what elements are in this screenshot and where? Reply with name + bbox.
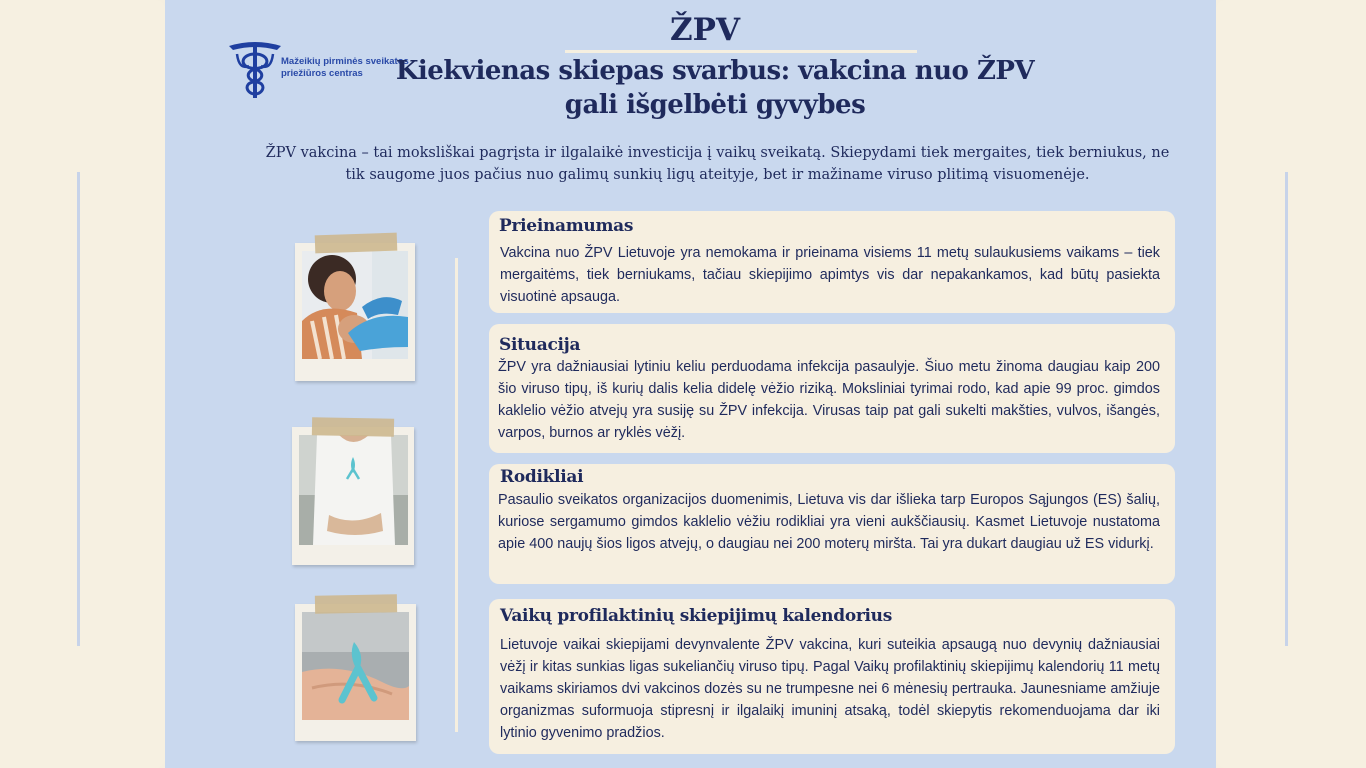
poster-main: [165, 0, 1216, 768]
clinic-name-line2: priežiūros centras: [281, 68, 363, 79]
timeline-line: [455, 258, 458, 732]
photo-vaccination: [295, 243, 415, 381]
card-kalendorius: [489, 599, 1175, 754]
title-underline: [565, 50, 917, 53]
photo-ribbon-hands: [295, 604, 416, 741]
tape-2: [312, 417, 394, 436]
right-divider: [1285, 172, 1288, 646]
card-body: ŽPV yra dažniausiai lytiniu keliu perduodama infekcija pasaulyje. Šiuo metu žinoma daugiau kaip 200 šio viruso tipų, iš kurių dalis kelia didelę vėžio riziką. Moksliniai tyrimai rodo, kad apie 99 proc. gimdos kaklelio vėžio atvejų yra susiję su ŽPV infekcija. Virusas taip pat gali sukelti makšties, vulvos, išangės, varpos, burnos ar ryklės vėžį.: [498, 359, 1160, 441]
card-body: Lietuvoje vaikai skiepijami devynvalente ŽPV vakcina, kuri suteikia apsaugą nuo devynių dažniausiai vėžį ir kitas sunkias ligas sukeliančių viruso tipų. Pagal Vaikų profilaktinių skiepijimų kalendorių 11 metų vaikams skiriamos dvi vakcinos dozės su ne trumpesne nei 6 mėnesių pertrauka. Jaunesniame amžiuje organizmas suformuoja stipresnį ir ilgalaikį imuninį atsaką, todėl skiepytis rekomenduojama dar iki lytinio gyvenimo pradžios.: [500, 637, 1160, 741]
clinic-name-line1: Mažeikių pirminės sveikatos: [281, 56, 409, 67]
tape-1: [315, 233, 398, 254]
left-side-panel: [0, 0, 165, 768]
photo-ribbon-pin: [292, 427, 414, 565]
card-rodikliai: [489, 464, 1175, 584]
card-body: Pasaulio sveikatos organizacijos duomenimis, Lietuva vis dar išlieka tarp Europos Sąjungos (ES) šalių, kuriose sergamumo gimdos kaklelio vėžiu rodikliai yra vieni aukščiausių. Kasmet Lietuvoje nustatoma apie 400 naujų šios ligos atvejų, o daugiau nei 200 moterų miršta. Tai yra dukart daugiau už ES vidurkį.: [498, 492, 1160, 552]
tape-3: [315, 594, 397, 613]
card-title: Rodikliai: [500, 467, 584, 487]
card-prieinamumas: [489, 211, 1175, 313]
intro-text: ŽPV vakcina – tai moksliškai pagrįsta ir ilgalaikė investicija į vaikų sveikatą. Skiepydami tiek mergaites, tiek berniukus, ne tik saugome juos pačius nuo galimų sunkių ligų ateityje, bet ir mažiname viruso plitimą visuomenėje.: [265, 145, 1170, 183]
page-title: ŽPV: [670, 12, 740, 48]
caduceus-icon: [225, 40, 285, 100]
right-side-panel: [1216, 0, 1366, 768]
card-title: Vaikų profilaktinių skiepijimų kalendorius: [500, 606, 893, 626]
page-subtitle: Kiekvienas skiepas svarbus: vakcina nuo ŽPV gali išgelbėti gyvybes: [395, 56, 1035, 120]
card-body: Vakcina nuo ŽPV Lietuvoje yra nemokama ir prieinama visiems 11 metų sulaukusiems vaikams – tiek mergaitėms, tiek berniukams, tačiau skiepijimo apimtys vis dar nepakankamos, kad būtų pasiekta visuotinė apsauga.: [500, 245, 1160, 305]
card-title: Prieinamumas: [499, 216, 634, 236]
card-title: Situacija: [499, 335, 581, 355]
left-divider: [77, 172, 80, 646]
card-situacija: [489, 324, 1175, 453]
